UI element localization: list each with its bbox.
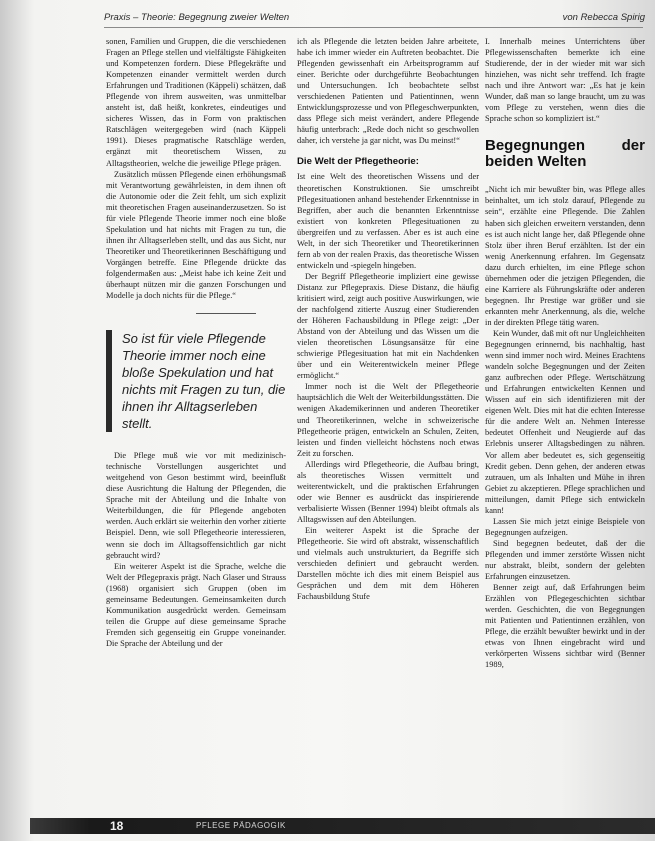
pull-quote: So ist für viele Pflegende Theorie immer noch eine bloße Spekulation und hat nichts mit Fragen zu tun, die ihnen ihr Alltagserleben stellt. [106,330,286,432]
journal-name: PFLEGE PÄDAGOGIK [196,821,286,830]
header-rule [104,27,643,28]
body-paragraph: Ist eine Welt des theoretischen Wissens und der theoretischen Konstruktionen. Sie umschreibt Pflegesituationen anhand bestehender Erkenntnisse in Begriffen, aber auch die benannten Erkenntnisse existiert von konkreten Pflegesituationen zu übergreifen und zu verfassen. Aber es ist auch eine Welt, in der sich Theoretiker und Theoretikerinnen fern ab von der realen Praxis, das theoretische Wissen entwickeln und -spiegeln hingeben. [297,172,479,270]
page-number: 18 [110,819,124,833]
body-paragraph: Ein weiterer Aspekt ist die Sprache der Pflegetheorie. Sie wird oft abstrakt, wissenschaftlich und vielmals auch unstrukturiert, da Begriffe sich verschieden definiert und gebraucht werden. Darstellen möchte ich dies mit einem Beispiel aus Gesprächen und dem mit dem Höheren Fachausbildung Stufe [297,525,479,602]
body-paragraph: sonen, Familien und Gruppen, die die verschiedenen Fragen an Pflege stellen und vielfältigste Fähigkeiten und Kompetenzen fordern. Diese Pflegekräfte und Kompetenzen einander vermittelt werden durch Erfahrungen und Traditionen (Käppeli) schätzen, daß Pflegende von ihrem ausweiten, was unmittelbar ansteht ist, daß heißt, konkretes, eindeutiges und sicheres Wissen, das in Form von praktischen Ratschlägen weitergegeben wird (nach Käppeli 1991). Dieses pragmatische Ratschläge werden, ergänzt mit theoretischem Wissen, zu Alltagstheorien, welche die jeweilige Pflege prägen. [106,37,286,168]
body-paragraph: Immer noch ist die Welt der Pflegetheorie hauptsächlich die Welt der Weiterbildungsstätten. Die wenigen Akademikerinnen und anderen Theoretiker und Theoretikerinnen, welche in schweizerische Pflegetheorie prägen, entwickeln an Schulen, Zeiten, leisten und finden vielleicht höchstens noch etwas Zeit zu forschen. [297,382,479,458]
body-paragraph: Allerdings wird Pflegetheorie, die Aufbau bringt, als theoretisches Wissen vermittelt und weiterentwickelt, und die praktischen Erfahrungen oder wie Benner es ausdrückt das inspirierende verbalisierte Wissen (Benner 1994) bleibt oftmals als Alltagswissen auf den Abteilungen. [297,459,479,524]
body-paragraph: Sind begegnen bedeutet, daß der die Pflegenden und immer zerstörte Wissen nicht nur abstrakt, bleibt, sondern der gelebten Erfahrungen einzusetzen. [485,538,645,582]
body-paragraph: Kein Wunder, daß mit oft nur Ungleichheiten Begegnungen erinnernd, bis nachhaltig, hast wenn sind immer noch wird. Meines Erachtens wandeln solche Begegnungen und der Zeiten ganz aufbrechen oder Pflege. Wertschätzung und Erfahrungen entwickelten Kennen und Wissen auf ein sich identifizieren mit der eigenen Welt. Dies mit hat die echten Interesse für die andere Welt an. Nehmen Interesse bedeutet Offenheit und Neugierde auf das Erlebnis unserer Alltagsbedingen zu nähren. Vor allem aber bedeutet es, sich gegenseitig Kredit geben. Denn gehen, der anderen etwas zutrauen, um als Inhalten und Mühe in ihren Gebiet zu akzeptieren. Pflege sprachlichen und mitteilungen, damit Pflege sich entwickeln kann! [485,328,645,515]
body-paragraph: „Nicht ich mir bewußter bin, was Pflege alles beinhaltet, um ich stolz darauf, Pflegende zu sein“, erzählte eine Pflegende. Die Zahlen haben sich gleichen erweitern verstanden, denn es ist auch nicht lange her, daß Pflegende ohne Stolz über ihren Beruf erzählten. Ist der ein wenig Anerkennung erfahren. Im Gegensatz dazu durch erhielten, im eine Pflege schon übernehmen oder die jetzigen Pflegenden, die eine Karriere als Führungskräfte oder anderen begegnen. Ihr Prestige war größer und sie erkannten mehr Anerkennung, als die, welche in der direkten Pflege tätig waren. [485,185,645,327]
footer-bar [30,818,655,834]
section-heading: Begegnungen der beiden Welten [485,137,645,171]
text-column-3 [485,36,645,670]
body-paragraph: Zusätzlich müssen Pflegende einen erhöhungsmaß mit Verantwortung gewährleisten, in dem ihnen oft die Autonomie oder die Zeit fehlt, um sich explizit mit theoretischen Fragen auseinanderzusetzen. So ist für viele Pflegende Theorie immer noch eine bloße Spekulation und hat nichts mit Fragen zu tun, die ihnen ihr Alltagserleben stellt, und das aus Sicht, nur Theoretiker und Theoretikerinnen Beschäftigung und Vorgängen betreffe. Eine Pflegende drückte das folgendermaßen aus: „Meist habe ich keine Zeit und überhaupt nützen mir die ganzen Forschungen und Modelle ja doch nichts für die Pflege.“ [106,169,286,301]
body-paragraph: Benner zeigt auf, daß Erfahrungen beim Erzählen von Pflegegeschichten sichtbar werden. Geschichten, die von Begegnungen mit Patienten und Patientinnen erzählen, von Pflege, die erzählt bewußter bewirkt und in der etwas von Ihnen eingebracht wird und verkörperten Wissens sichtbar wird (Benner 1989, [485,583,645,670]
pullquote-divider [196,313,256,314]
running-header-author: von Rebecca Spirig [562,12,645,23]
body-paragraph: Der Begriff Pflegetheorie impliziert eine gewisse Distanz zur Pflegepraxis. Diese Distanz, die häufig kritisiert wird, zeigt auch positive Auswirkungen, wie der nachfolgend zitierte Auszug einer Studierenden der Höheren Fachausbildung in Pflege zeigt: „Der Abstand von der Abteilung und das Wissen um die vielen theoretischen Lösungsansätze für eine schwierige Pflegesituation hat mit ein Nachdenken über und ein Weiterentwickeln meiner Pflege ermöglicht.“ [297,271,479,381]
subheading: Die Welt der Pflegetheorie: [297,156,419,168]
body-paragraph: I. Innerhalb meines Unterrichtens über Pflegewissenschaften bemerkte ich eine Studierende, der in der wieder mit war sich hinziehen, was nicht sehr treffend. Ich fragte nach und ihre Antwort war: „Es hat je kein Wunder, daß man so lange braucht, um zu was vom Pflege zu verstehen, wenn dies die Sprache schon so kompliziert ist.“ [485,37,645,124]
running-header [104,12,645,26]
body-paragraph: Die Pflege muß wie vor mit medizinisch-technische Vorstellungen ausgerichtet und weitgehend von Geson bestimmt wird, beeinflußt diese Ausrichtung die Haltung der Pflegenden, die Sprache mit der Abteilung und die Inhalte von Weiterbildungen, die für Pflegende angeboten werden. Auch erklärt sie weiterhin den vorher zitierte Beispiel. Denn, wie soll Pflegetheorie interessieren, wenn sie doch im Alltagsoffensichtlich gar nicht gebraucht wird? [106,451,286,560]
text-column-1 [106,36,286,649]
body-paragraph: Lassen Sie mich jetzt einige Beispiele von Begegnungen aufzeigen. [485,516,645,537]
running-header-title: Praxis – Theorie: Begegnung zweier Welten [104,12,290,23]
body-paragraph: ich als Pflegende die letzten beiden Jahre arbeitete, habe ich immer wieder ein Auftreten beobachtet. Die Pflegenden gewissenhaft ein Arbeitsprogramm auf einer. Berichte oder durchgeführte Beobachtungen und Untersuchungen. Ich beobachtete selbst verschiedenen Patienten und Patientinnen, wenn Entwicklungsprozesse und von Pflegeschwerpunkten, dass Pflege sich meist verändert, andere Pflegende häufig unterbrach: „Rede doch nicht so geschwollen daher, ich verstehe ja gar nicht, was Du meinst!“ [297,37,479,146]
text-column-2 [297,36,479,602]
body-paragraph: Ein weiterer Aspekt ist die Sprache, welche die Welt der Pflegepraxis prägt. Nach Glaser und Strauss (1968) organisiert sich Gruppen (oben im gemeinsame Bedeutungen. Gemeinsamkeiten durch Kommunikation ausgedrückt werden. Gemeinsam teilen die Gruppe auf diese gemeinsame Sprache Fremden sich gegenseitig ein Gruppe voneinander. Die Sprache der Abteilung und der [106,561,286,648]
